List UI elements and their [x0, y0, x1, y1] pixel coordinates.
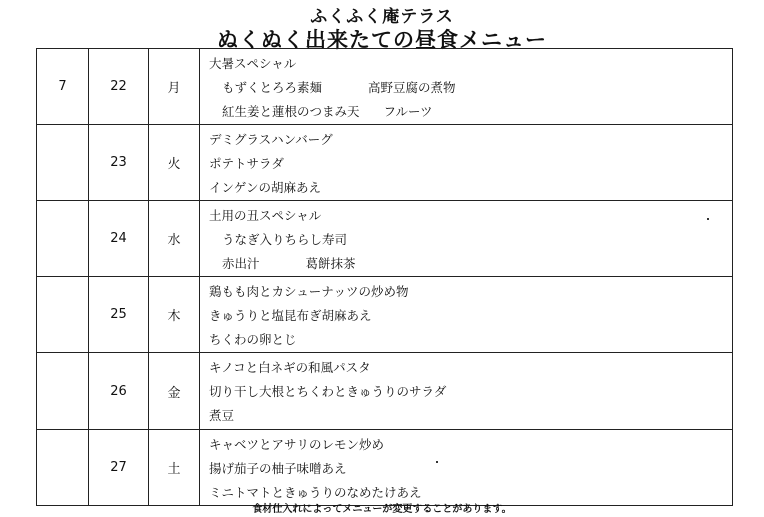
date-cell: 23 — [89, 125, 149, 201]
menu-subtitle: ぬくぬく出来たての昼食メニュー — [217, 28, 547, 52]
day-row — [37, 430, 733, 506]
day-row — [37, 277, 733, 353]
menu-item-line — [200, 100, 732, 124]
menu-item-line — [200, 76, 732, 100]
weekday-cell: 月 — [149, 49, 200, 125]
menu-items-cell — [200, 125, 733, 201]
weekday-cell: 火 — [149, 125, 200, 201]
month-cell — [37, 277, 89, 353]
menu-item: ミニトマトときゅうりのなめたけあえ — [209, 485, 422, 500]
menu-item: キャベツとアサリのレモン炒め — [209, 437, 385, 452]
month-cell — [37, 125, 89, 201]
menu-item: 揚げ茄子の柚子味噌あえ — [209, 461, 347, 476]
menu-item: ポテトサラダ — [209, 156, 284, 171]
menu-items-cell — [200, 201, 733, 277]
menu-item: キノコと白ネギの和風パスタ — [209, 360, 371, 375]
menu-item: 切り干し大根とちくわときゅうりのサラダ — [209, 384, 447, 399]
menu-item: 土用の丑スペシャル — [209, 208, 322, 223]
scan-speck — [436, 461, 438, 463]
weekday-cell: 金 — [149, 353, 200, 430]
menu-item: きゅうりと塩昆布ぎ胡麻あえ — [209, 308, 372, 323]
date-cell: 24 — [89, 201, 149, 277]
menu-items-cell — [200, 430, 733, 506]
date-cell: 27 — [89, 430, 149, 506]
weekday-cell: 土 — [149, 430, 200, 506]
date-cell: 25 — [89, 277, 149, 353]
footer-note: 食材仕入れによってメニューが変更することがあります。 — [252, 504, 512, 515]
menu-item: 煮豆 — [209, 408, 235, 423]
menu-item: 葛餅抹茶 — [305, 256, 356, 271]
menu-item: 赤出汁 — [222, 256, 260, 271]
month-cell — [37, 430, 89, 506]
day-row — [37, 49, 733, 125]
menu-item: ちくわの卵とじ — [209, 332, 297, 347]
scan-speck — [707, 218, 709, 220]
menu-item: インゲンの胡麻あえ — [209, 180, 322, 195]
weekday-cell: 水 — [149, 201, 200, 277]
menu-items-cell — [200, 277, 733, 353]
month-cell — [37, 353, 89, 430]
date-cell: 26 — [89, 353, 149, 430]
lunch-menu-table — [36, 48, 733, 506]
day-row — [37, 125, 733, 201]
menu-items-cell — [200, 353, 733, 430]
menu-items-cell — [200, 49, 733, 125]
day-row — [37, 201, 733, 277]
menu-item: 大暑スペシャル — [209, 56, 297, 71]
menu-item: 紅生姜と蓮根のつまみ天 — [222, 104, 360, 119]
month-cell — [37, 201, 89, 277]
menu-item: うなぎ入りちらし寿司 — [222, 232, 348, 247]
menu-item: もずくとろろ素麺 — [222, 80, 323, 95]
menu-item: デミグラスハンバーグ — [209, 132, 333, 147]
day-row — [37, 353, 733, 430]
month-cell: 7 — [37, 49, 89, 125]
menu-item: 鶏もも肉とカシューナッツの炒め物 — [209, 284, 409, 299]
menu-item: 高野豆腐の煮物 — [368, 80, 456, 95]
weekday-cell: 木 — [149, 277, 200, 353]
menu-item-line — [200, 252, 732, 276]
date-cell: 22 — [89, 49, 149, 125]
menu-item: フルーツ — [383, 104, 433, 119]
page-title: ふくふく庵テラス — [310, 7, 454, 27]
